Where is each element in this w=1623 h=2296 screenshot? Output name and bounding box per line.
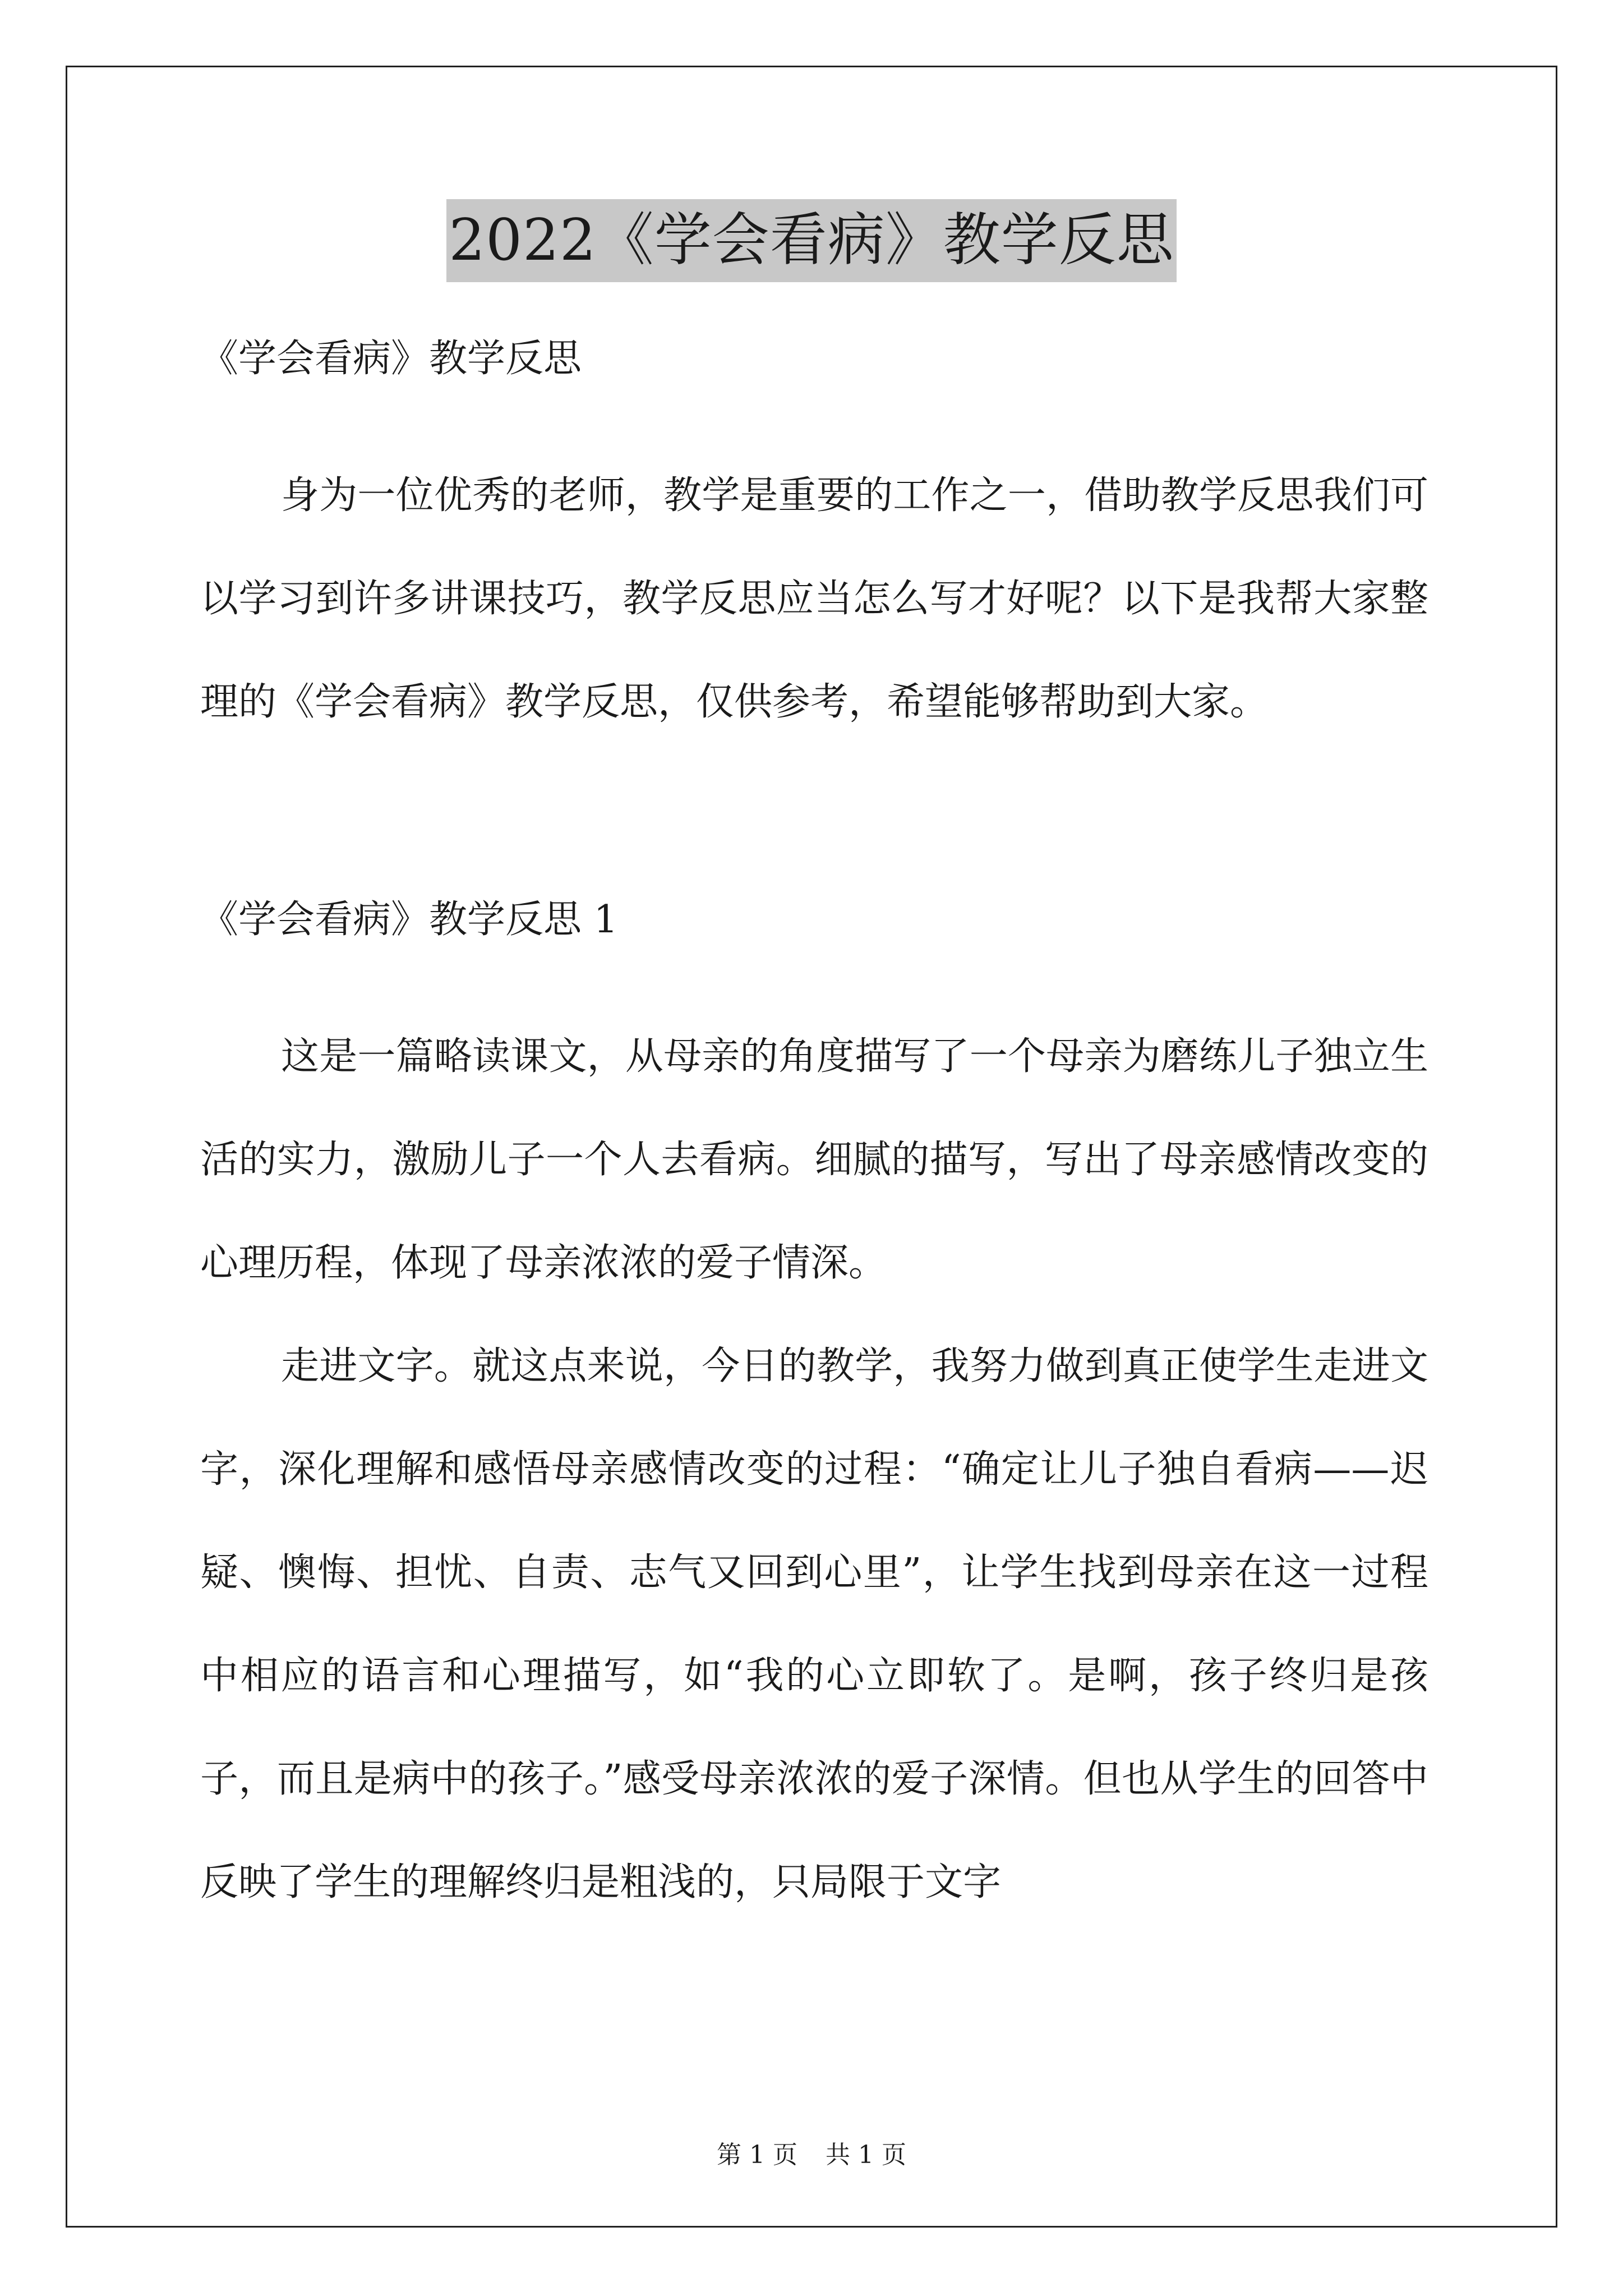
page-footer	[0, 2138, 1623, 2172]
spacer	[200, 947, 1428, 1005]
section-1-paragraph-1: 这是一篇略读课文，从母亲的角度描写了一个母亲为磨练儿子独立生活的实力，激励儿子一个人去看病。细腻的描写，写出了母亲感情改变的心理历程，体现了母亲浓浓的爱子情深。	[200, 1034, 1428, 1285]
document-body	[200, 332, 1428, 1934]
page-number: 第 1 页	[717, 2141, 797, 2169]
section-1-heading: 《学会看病》教学反思 1	[200, 898, 618, 942]
title-container	[0, 199, 1623, 282]
spacer	[200, 386, 1428, 444]
intro-paragraph: 身为一位优秀的老师，教学是重要的工作之一，借助教学反思我们可以学习到许多讲课技巧，教学反思应当怎么写才好呢？以下是我帮大家整理的《学会看病》教学反思，仅供参考，希望能够帮助到大家。	[200, 473, 1428, 724]
page-total: 共 1 页	[826, 2141, 906, 2169]
intro-heading: 《学会看病》教学反思	[200, 337, 582, 381]
document-title: 2022《学会看病》教学反思	[446, 199, 1177, 282]
spacer	[200, 754, 1428, 893]
section-1-paragraph-2: 走进文字。就这点来说，今日的教学，我努力做到真正使学生走进文字，深化理解和感悟母亲感情改变的过程：“确定让儿子独自看病——迟疑、懊悔、担忧、自责、志气又回到心里”，让学生找到母亲在这一过程中相应的语言和心理描写，如“我的心立即软了。是啊，孩子终归是孩子，而且是病中的孩子。”感受母亲浓浓的爱子深情。但也从学生的回答中反映了学生的理解终归是粗浅的，只局限于文字	[200, 1344, 1428, 1904]
